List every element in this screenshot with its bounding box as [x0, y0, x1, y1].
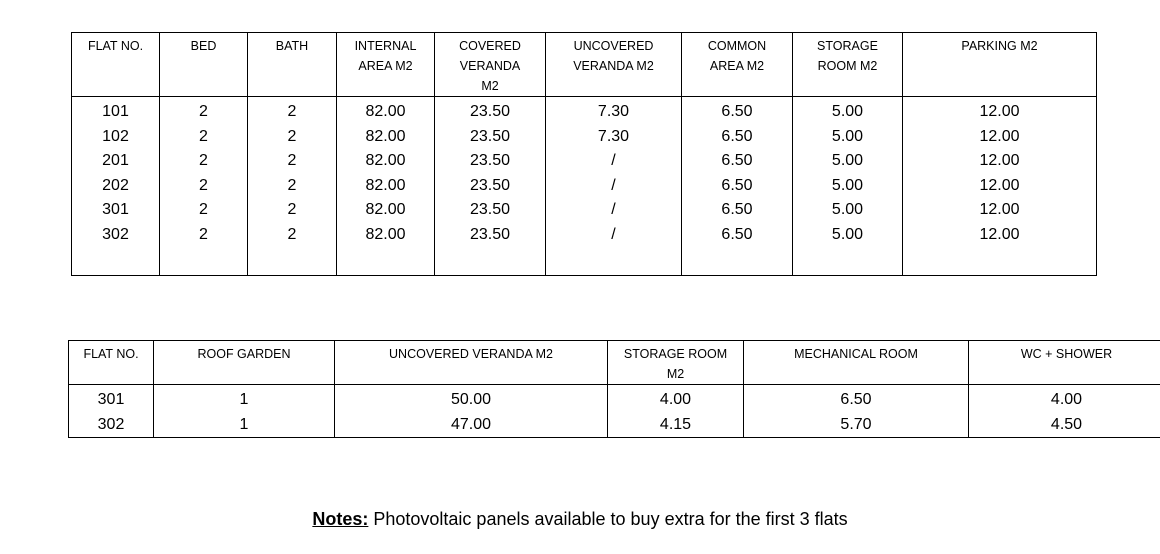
cell-storage-room: 5.00 [793, 97, 903, 125]
header-internal-area: INTERNAL AREA M2 [337, 33, 435, 97]
cell-covered-veranda: 23.50 [435, 174, 546, 199]
cell-storage-room: 5.00 [793, 125, 903, 150]
cell-covered-veranda: 23.50 [435, 149, 546, 174]
cell-bath: 2 [248, 198, 337, 223]
table-row [72, 149, 1097, 174]
flat-specs-header [72, 33, 1097, 97]
cell-storage-room: 5.00 [793, 223, 903, 248]
cell-uncovered-veranda: / [546, 198, 682, 223]
cell-bed: 2 [160, 174, 248, 199]
table-row [69, 385, 1160, 413]
table-row [72, 198, 1097, 223]
header-bed: BED [160, 33, 248, 97]
header-common-area: COMMON AREA M2 [682, 33, 793, 97]
table-filler-row [72, 247, 1097, 276]
header-covered-veranda: COVERED VERANDA M2 [435, 33, 546, 97]
cell-internal-area: 82.00 [337, 149, 435, 174]
cell-uncovered-veranda: / [546, 149, 682, 174]
table-row [72, 223, 1097, 248]
cell-uncovered-veranda: 7.30 [546, 97, 682, 125]
cell-uncovered-veranda: 47.00 [335, 413, 608, 438]
cell-uncovered-veranda: / [546, 174, 682, 199]
header-flat-no: FLAT NO. [72, 33, 160, 97]
cell-parking: 12.00 [903, 149, 1097, 174]
header-parking: PARKING M2 [903, 33, 1097, 97]
flat-specs-table [71, 32, 1097, 276]
cell-covered-veranda: 23.50 [435, 198, 546, 223]
cell-common-area: 6.50 [682, 125, 793, 150]
cell-internal-area: 82.00 [337, 125, 435, 150]
header-mechanical-room: MECHANICAL ROOM [744, 341, 969, 385]
cell-uncovered-veranda: 50.00 [335, 385, 608, 413]
cell-common-area: 6.50 [682, 223, 793, 248]
cell-wc-shower: 4.00 [969, 385, 1160, 413]
cell-bed: 2 [160, 223, 248, 248]
cell-parking: 12.00 [903, 174, 1097, 199]
roof-specs-table [68, 340, 1160, 438]
cell-parking: 12.00 [903, 198, 1097, 223]
cell-bath: 2 [248, 125, 337, 150]
cell-covered-veranda: 23.50 [435, 223, 546, 248]
cell-roof-garden: 1 [154, 413, 335, 438]
notes-text: Photovoltaic panels available to buy extra for the first 3 flats [368, 509, 848, 529]
notes [0, 507, 1160, 531]
cell-flat-no: 301 [72, 198, 160, 223]
header-wc-shower: WC + SHOWER [969, 341, 1160, 385]
cell-uncovered-veranda: / [546, 223, 682, 248]
header-uncovered-veranda: UNCOVERED VERANDA M2 [335, 341, 608, 385]
cell-bed: 2 [160, 97, 248, 125]
cell-flat-no: 201 [72, 149, 160, 174]
cell-bed: 2 [160, 198, 248, 223]
cell-internal-area: 82.00 [337, 223, 435, 248]
table-row [72, 125, 1097, 150]
cell-flat-no: 302 [69, 413, 154, 438]
cell-covered-veranda: 23.50 [435, 97, 546, 125]
cell-flat-no: 202 [72, 174, 160, 199]
cell-uncovered-veranda: 7.30 [546, 125, 682, 150]
cell-parking: 12.00 [903, 97, 1097, 125]
table-row [69, 413, 1160, 438]
roof-specs-header [69, 341, 1160, 385]
cell-bath: 2 [248, 97, 337, 125]
notes-label: Notes: [312, 509, 369, 529]
cell-internal-area: 82.00 [337, 174, 435, 199]
cell-storage-room: 5.00 [793, 174, 903, 199]
cell-internal-area: 82.00 [337, 97, 435, 125]
cell-parking: 12.00 [903, 125, 1097, 150]
cell-covered-veranda: 23.50 [435, 125, 546, 150]
cell-storage-room: 4.15 [608, 413, 744, 438]
header-storage-room: STORAGE ROOM M2 [608, 341, 744, 385]
cell-flat-no: 102 [72, 125, 160, 150]
header-bath: BATH [248, 33, 337, 97]
cell-bed: 2 [160, 125, 248, 150]
header-roof-garden: ROOF GARDEN [154, 341, 335, 385]
header-uncovered-veranda: UNCOVERED VERANDA M2 [546, 33, 682, 97]
cell-flat-no: 301 [69, 385, 154, 413]
table-row [72, 97, 1097, 125]
header-storage-room: STORAGE ROOM M2 [793, 33, 903, 97]
cell-storage-room: 4.00 [608, 385, 744, 413]
cell-wc-shower: 4.50 [969, 413, 1160, 438]
cell-roof-garden: 1 [154, 385, 335, 413]
cell-common-area: 6.50 [682, 149, 793, 174]
cell-flat-no: 302 [72, 223, 160, 248]
table-row [72, 174, 1097, 199]
cell-mechanical-room: 6.50 [744, 385, 969, 413]
cell-bath: 2 [248, 174, 337, 199]
cell-storage-room: 5.00 [793, 198, 903, 223]
cell-common-area: 6.50 [682, 97, 793, 125]
cell-bath: 2 [248, 149, 337, 174]
header-flat-no: FLAT NO. [69, 341, 154, 385]
cell-bed: 2 [160, 149, 248, 174]
cell-common-area: 6.50 [682, 198, 793, 223]
cell-parking: 12.00 [903, 223, 1097, 248]
cell-internal-area: 82.00 [337, 198, 435, 223]
cell-common-area: 6.50 [682, 174, 793, 199]
cell-flat-no: 101 [72, 97, 160, 125]
cell-storage-room: 5.00 [793, 149, 903, 174]
cell-mechanical-room: 5.70 [744, 413, 969, 438]
cell-bath: 2 [248, 223, 337, 248]
